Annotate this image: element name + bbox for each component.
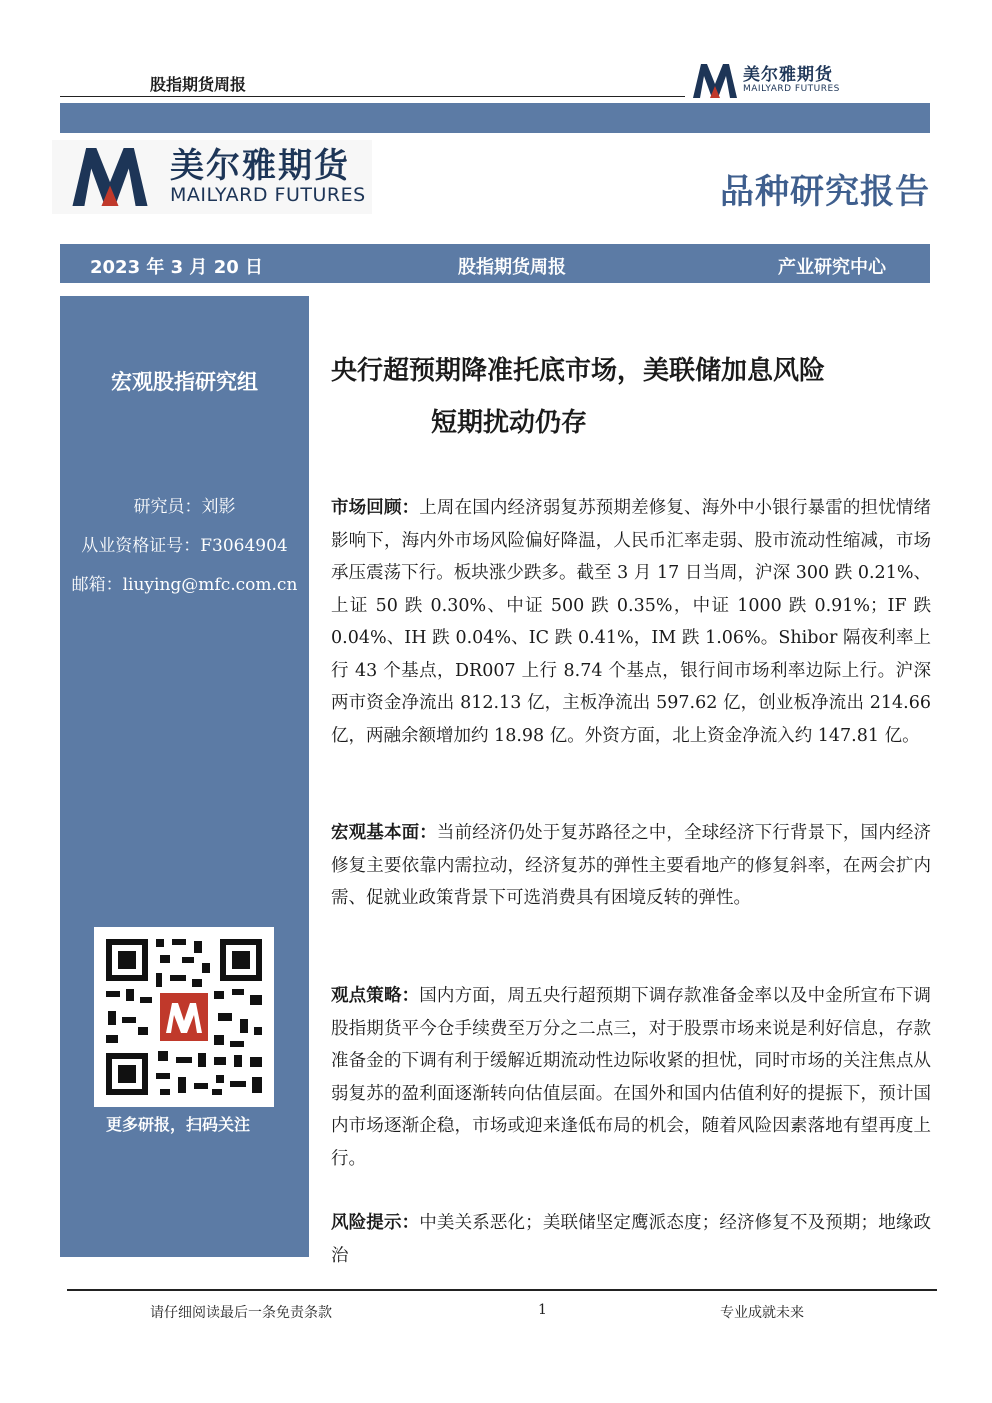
section-text: 上周在国内经济弱复苏预期差修复、海外中小银行暴雷的担忧情绪影响下，海内外市场风险偏好降温，人民币汇率走弱、股市流动性缩减，市场承压震荡下行。板块涨少跌多。截至 3 月 17 日当周，沪深 300 跌 0.21%、上证 50 跌 0.30%、中证 500 跌 0.35%，中证 1000 跌 0.91%；IF 跌 0.04%、IH 跌 0.04%、IC 跌 0.41%，IM 跌 1.06%。Shibor 隔夜利率上行 43 个基点，DR007 上行 8.74 个基点，银行间市场利率边际上行。沪深两市资金净流出 812.13 亿，主板净流出 597.62 亿，创业板净流出 214.66 亿，两融余额增加约 18.98 亿。外资方面，北上资金净流入约 147.81 亿。 [331,498,932,746]
header-logo [693,64,840,98]
report-headline [331,345,931,449]
section-strategy [331,980,931,1175]
section-market-review [331,492,931,752]
section-text: 国内方面，周五央行超预期下调存款准备金率以及中金所宣布下调股指期货平今仓手续费至万分之二点三，对于股票市场来说是利好信息，存款准备金的下调有利于缓解近期流动性边际收紧的担忧，同时市场的关注焦点从弱复苏的盈利面逐渐转向估值层面。在国外和国内估值利好的提振下，预计国内市场逐渐企稳，市场或迎来逢低布局的机会，随着风险因素落地有望再度上行。 [331,986,932,1169]
header-logo-en: MAILYARD FUTURES [743,84,840,95]
section-key: 市场回顾： [331,498,420,518]
section-risk [331,1207,931,1272]
qr-caption: 更多研报，扫码关注 [105,1115,250,1134]
qr-code-icon [94,927,274,1107]
researcher-email[interactable]: 邮箱：liuying@mfc.com.cn [71,575,298,595]
footer-rule [67,1289,937,1291]
meta-band [60,244,930,283]
headline-line-1: 央行超预期降准托底市场，美联储加息风险 [331,356,826,386]
report-type-title: 品种研究报告 [720,172,930,212]
research-group: 宏观股指研究组 [111,370,258,394]
section-text: 当前经济仍处于复苏路径之中，全球经济下行背景下，国内经济修复主要依靠内需拉动，经济复苏的弹性主要看地产的修复斜率，在两会扩内需、促就业政策背景下可选消费具有困境反转的弹性。 [331,823,932,908]
headline-line-2: 短期扰动仍存 [431,408,588,438]
researcher-name: 研究员：刘影 [133,497,236,517]
main-logo [52,140,372,214]
main-logo-en: MAILYARD FUTURES [170,184,366,207]
footer-disclaimer[interactable]: 请仔细阅读最后一条免责条款 [150,1305,332,1321]
header-logo-cn: 美尔雅期货 [743,65,833,86]
mailyard-logo-icon [693,64,737,98]
page-number: 1 [538,1302,547,1318]
section-key: 宏观基本面： [331,823,437,843]
mailyard-logo-large-icon [64,148,156,206]
license-number: 从业资格证号：F3064904 [81,536,288,556]
footer-slogan: 专业成就未来 [720,1305,804,1321]
header-rule [60,96,685,97]
section-macro [331,817,931,915]
section-key: 观点策略： [331,986,420,1006]
qr-code[interactable] [94,927,274,1107]
section-text: 中美关系恶化；美联储坚定鹰派态度；经济修复不及预期；地缘政治 [331,1213,932,1266]
top-band [60,103,930,133]
department: 产业研究中心 [778,257,886,278]
main-logo-cn: 美尔雅期货 [170,145,350,186]
running-header-title: 股指期货周报 [150,75,247,94]
report-date: 2023 年 3 月 20 日 [90,257,264,278]
section-key: 风险提示： [331,1213,420,1233]
report-series: 股指期货周报 [458,257,566,278]
